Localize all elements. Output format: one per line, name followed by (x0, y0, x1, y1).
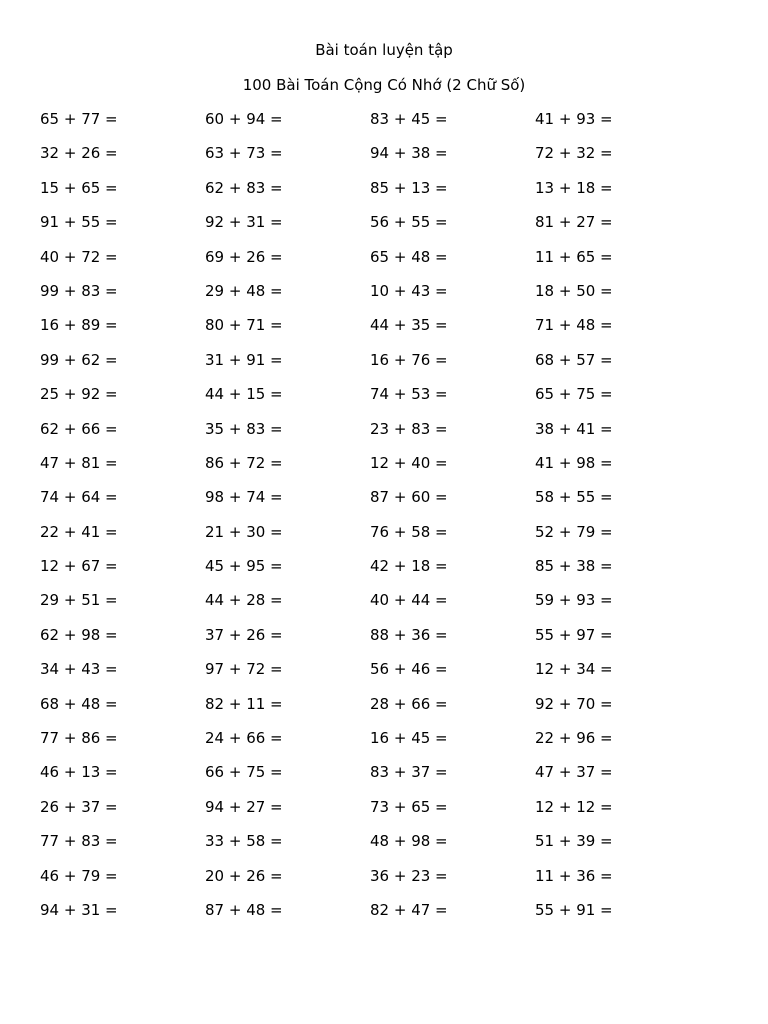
addition-problem: 87 + 60 = (370, 488, 448, 507)
problem-row (40, 761, 740, 795)
addition-problem: 82 + 11 = (205, 694, 283, 713)
addition-problem: 83 + 45 = (370, 110, 448, 128)
addition-problem: 62 + 66 = (40, 419, 118, 438)
problem-row (40, 555, 740, 589)
addition-problem: 72 + 32 = (535, 144, 613, 163)
addition-problem: 74 + 64 = (40, 488, 118, 507)
problem-row (40, 865, 740, 899)
addition-problem: 26 + 37 = (40, 797, 118, 816)
addition-problem: 34 + 43 = (40, 660, 118, 679)
addition-problem: 74 + 53 = (370, 385, 448, 404)
addition-problem: 76 + 58 = (370, 522, 448, 541)
page-title: Bài toán luyện tập (315, 41, 453, 59)
problem-row (40, 796, 740, 830)
addition-problem: 29 + 51 = (40, 591, 118, 610)
addition-problem: 63 + 73 = (205, 144, 283, 163)
addition-problem: 16 + 76 = (370, 350, 448, 369)
addition-problem: 66 + 75 = (205, 763, 283, 782)
problem-row (40, 142, 740, 176)
addition-problem: 56 + 55 = (370, 213, 448, 232)
addition-problem: 92 + 31 = (205, 213, 283, 232)
addition-problem: 85 + 38 = (535, 557, 613, 576)
problem-row (40, 589, 740, 623)
addition-problem: 38 + 41 = (535, 419, 613, 438)
addition-problem: 18 + 50 = (535, 281, 613, 300)
addition-problem: 65 + 77 = (40, 110, 118, 128)
problem-row (40, 486, 740, 520)
addition-problem: 36 + 23 = (370, 866, 448, 885)
addition-problem: 41 + 98 = (535, 453, 613, 472)
addition-problem: 60 + 94 = (205, 110, 283, 128)
addition-problem: 56 + 46 = (370, 660, 448, 679)
addition-problem: 33 + 58 = (205, 832, 283, 851)
addition-problem: 13 + 18 = (535, 178, 613, 197)
addition-problem: 12 + 12 = (535, 797, 613, 816)
addition-problem: 65 + 48 = (370, 247, 448, 266)
addition-problem: 97 + 72 = (205, 660, 283, 679)
addition-problem: 29 + 48 = (205, 281, 283, 300)
problem-row (40, 383, 740, 417)
addition-problem: 51 + 39 = (535, 832, 613, 851)
addition-problem: 44 + 35 = (370, 316, 448, 335)
problem-row (40, 727, 740, 761)
addition-problem: 77 + 86 = (40, 729, 118, 748)
addition-problem: 55 + 97 = (535, 625, 613, 644)
addition-problem: 65 + 75 = (535, 385, 613, 404)
addition-problem: 10 + 43 = (370, 281, 448, 300)
addition-problem: 83 + 37 = (370, 763, 448, 782)
addition-problem: 42 + 18 = (370, 557, 448, 576)
problem-row (40, 211, 740, 245)
addition-problem: 94 + 27 = (205, 797, 283, 816)
addition-problem: 82 + 47 = (370, 900, 448, 919)
addition-problem: 68 + 48 = (40, 694, 118, 713)
addition-problem: 16 + 45 = (370, 729, 448, 748)
addition-problem: 47 + 37 = (535, 763, 613, 782)
addition-problem: 52 + 79 = (535, 522, 613, 541)
problem-row (40, 693, 740, 727)
problem-row (40, 349, 740, 383)
addition-problem: 44 + 15 = (205, 385, 283, 404)
problem-row (40, 280, 740, 314)
addition-problem: 48 + 98 = (370, 832, 448, 851)
addition-problem: 24 + 66 = (205, 729, 283, 748)
addition-problem: 69 + 26 = (205, 247, 283, 266)
addition-problem: 88 + 36 = (370, 625, 448, 644)
addition-problem: 80 + 71 = (205, 316, 283, 335)
addition-problem: 99 + 83 = (40, 281, 118, 300)
addition-problem: 22 + 96 = (535, 729, 613, 748)
addition-problem: 44 + 28 = (205, 591, 283, 610)
addition-problem: 81 + 27 = (535, 213, 613, 232)
problem-row (40, 246, 740, 280)
addition-problem: 99 + 62 = (40, 350, 118, 369)
addition-problem: 20 + 26 = (205, 866, 283, 885)
addition-problem: 47 + 81 = (40, 453, 118, 472)
addition-problem: 45 + 95 = (205, 557, 283, 576)
addition-problem: 55 + 91 = (535, 900, 613, 919)
problem-row (40, 452, 740, 486)
problem-row (40, 899, 740, 933)
addition-problem: 12 + 34 = (535, 660, 613, 679)
addition-problem: 40 + 72 = (40, 247, 118, 266)
addition-problem: 85 + 13 = (370, 178, 448, 197)
problem-row (40, 314, 740, 348)
addition-problem: 37 + 26 = (205, 625, 283, 644)
addition-problem: 46 + 79 = (40, 866, 118, 885)
addition-problem: 21 + 30 = (205, 522, 283, 541)
problem-row (40, 658, 740, 692)
addition-problem: 94 + 31 = (40, 900, 118, 919)
addition-problem: 12 + 67 = (40, 557, 118, 576)
addition-problem: 62 + 98 = (40, 625, 118, 644)
problem-row (40, 521, 740, 555)
problem-row (40, 177, 740, 211)
addition-problem: 40 + 44 = (370, 591, 448, 610)
addition-problem: 86 + 72 = (205, 453, 283, 472)
problem-grid (40, 108, 740, 933)
addition-problem: 91 + 55 = (40, 213, 118, 232)
addition-problem: 11 + 36 = (535, 866, 613, 885)
addition-problem: 71 + 48 = (535, 316, 613, 335)
problem-row (40, 830, 740, 864)
addition-problem: 22 + 41 = (40, 522, 118, 541)
addition-problem: 92 + 70 = (535, 694, 613, 713)
problem-row (40, 418, 740, 452)
page-subtitle: 100 Bài Toán Cộng Có Nhớ (2 Chữ Số) (242, 76, 526, 94)
problem-row (40, 624, 740, 658)
addition-problem: 23 + 83 = (370, 419, 448, 438)
addition-problem: 68 + 57 = (535, 350, 613, 369)
addition-problem: 28 + 66 = (370, 694, 448, 713)
addition-problem: 16 + 89 = (40, 316, 118, 335)
addition-problem: 62 + 83 = (205, 178, 283, 197)
addition-problem: 87 + 48 = (205, 900, 283, 919)
addition-problem: 98 + 74 = (205, 488, 283, 507)
addition-problem: 46 + 13 = (40, 763, 118, 782)
problem-row (40, 108, 740, 142)
addition-problem: 11 + 65 = (535, 247, 613, 266)
addition-problem: 31 + 91 = (205, 350, 283, 369)
addition-problem: 15 + 65 = (40, 178, 118, 197)
addition-problem: 32 + 26 = (40, 144, 118, 163)
addition-problem: 25 + 92 = (40, 385, 118, 404)
addition-problem: 12 + 40 = (370, 453, 448, 472)
addition-problem: 77 + 83 = (40, 832, 118, 851)
addition-problem: 35 + 83 = (205, 419, 283, 438)
addition-problem: 58 + 55 = (535, 488, 613, 507)
addition-problem: 41 + 93 = (535, 110, 613, 128)
addition-problem: 73 + 65 = (370, 797, 448, 816)
addition-problem: 94 + 38 = (370, 144, 448, 163)
addition-problem: 59 + 93 = (535, 591, 613, 610)
